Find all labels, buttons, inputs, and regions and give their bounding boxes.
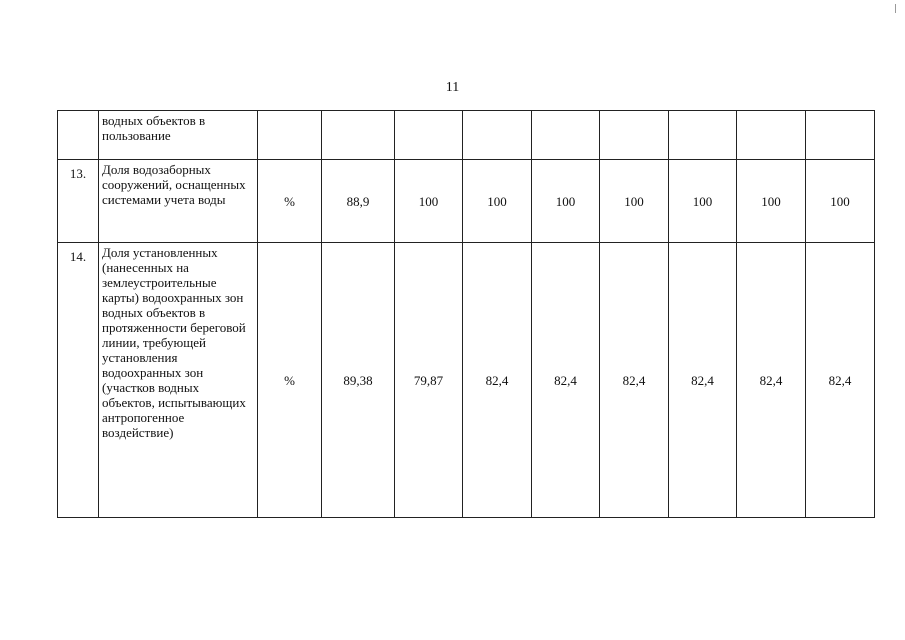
indicator-description: Доля установленных (нанесенных на землеустроительные карты) водоохранных зон водных объектов в протяженности береговой линии, требующей установления водоохранных зон (участков водных объектов, испытывающих антропогенное воздействие) <box>99 243 258 518</box>
value-cell: 82,4 <box>806 243 875 518</box>
value-cell: 100 <box>737 160 806 243</box>
value-cell: 100 <box>600 160 669 243</box>
value-cell: 82,4 <box>737 243 806 518</box>
table-row-14 <box>58 243 875 518</box>
table-row-13 <box>58 160 875 243</box>
value-cell: 100 <box>532 160 600 243</box>
row-number: 14. <box>58 243 99 518</box>
value-cell: 88,9 <box>322 160 395 243</box>
value-cell <box>737 111 806 160</box>
value-cell <box>395 111 463 160</box>
value-cell: 82,4 <box>600 243 669 518</box>
scan-artifact <box>895 4 896 13</box>
value-cell <box>669 111 737 160</box>
page-number: 11 <box>445 80 460 95</box>
value-cell <box>806 111 875 160</box>
unit-cell: % <box>258 243 322 518</box>
indicator-description: водных объектов в пользование <box>99 111 258 160</box>
table-row-continuation <box>58 111 875 160</box>
value-cell: 89,38 <box>322 243 395 518</box>
indicator-description: Доля водозаборных сооружений, оснащенных системами учета воды <box>99 160 258 243</box>
value-cell: 82,4 <box>669 243 737 518</box>
row-number: 13. <box>58 160 99 243</box>
value-cell <box>463 111 532 160</box>
value-cell: 79,87 <box>395 243 463 518</box>
unit-cell <box>258 111 322 160</box>
value-cell: 82,4 <box>532 243 600 518</box>
value-cell: 100 <box>463 160 532 243</box>
value-cell: 100 <box>669 160 737 243</box>
value-cell: 100 <box>395 160 463 243</box>
indicators-table <box>57 110 875 518</box>
row-number <box>58 111 99 160</box>
value-cell <box>322 111 395 160</box>
value-cell <box>532 111 600 160</box>
unit-cell: % <box>258 160 322 243</box>
value-cell: 82,4 <box>463 243 532 518</box>
value-cell <box>600 111 669 160</box>
value-cell: 100 <box>806 160 875 243</box>
